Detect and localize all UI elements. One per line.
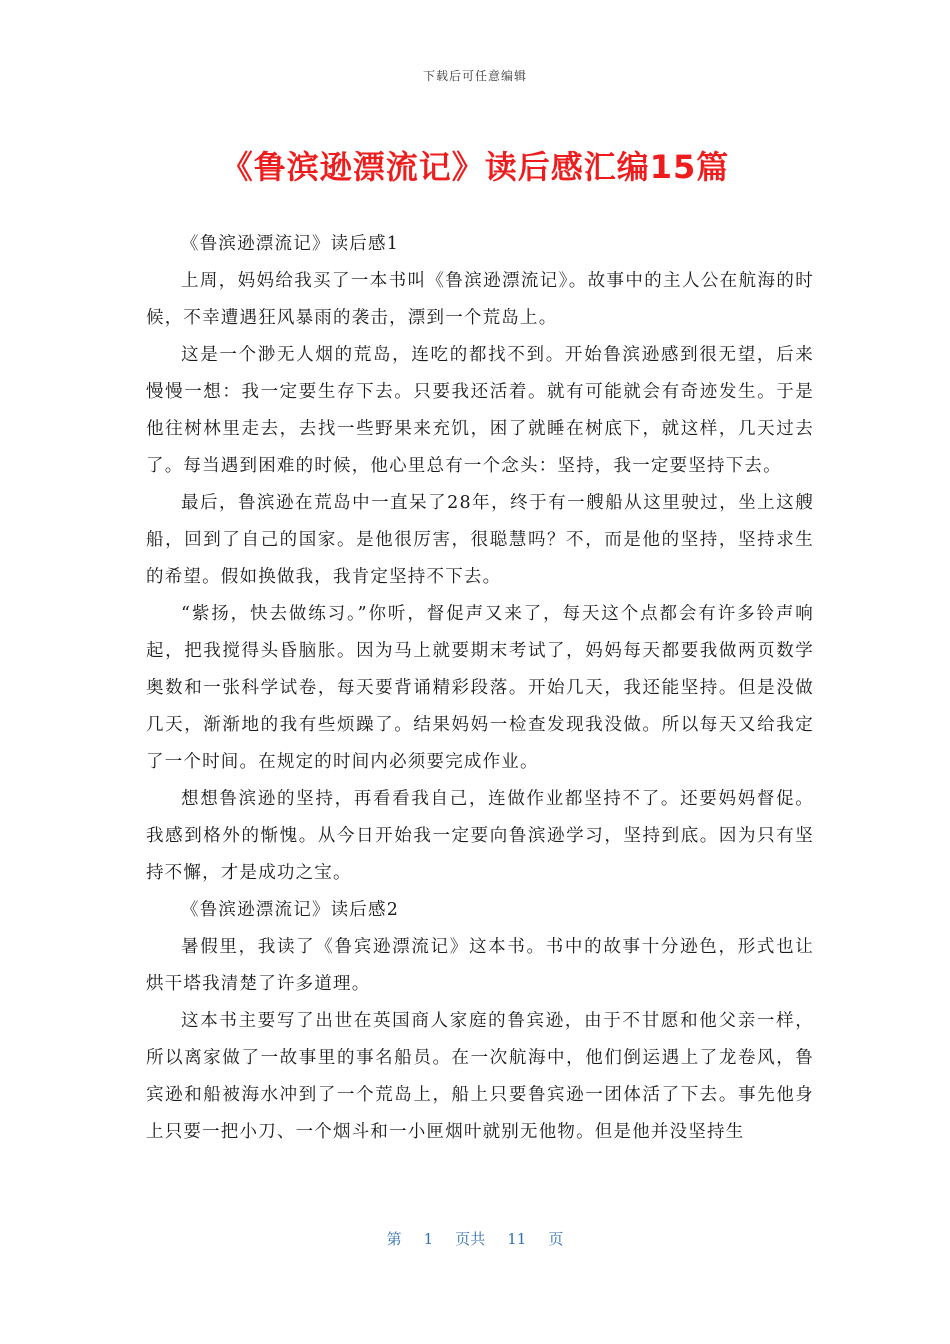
page-footer (0, 1228, 950, 1249)
footer-total-label: 页共 (455, 1230, 486, 1248)
document-title: 《鲁滨逊漂流记》读后感汇编15篇 (220, 148, 730, 186)
header-note: 下载后可任意编辑 (422, 69, 527, 83)
paragraph: 最后，鲁滨逊在荒岛中一直呆了28年，终于有一艘船从这里驶过，坐上这艘船，回到了自己的国家。是他很厉害，很聪慧吗？不，而是他的坚持，坚持求生的希望。假如换做我，我肯定坚持不下去。 (146, 493, 814, 587)
paragraph: “紫扬，快去做练习。”你听，督促声又来了，每天这个点都会有许多铃声响起，把我搅得头昏脑胀。因为马上就要期末考试了，妈妈每天都要我做两页数学奥数和一张科学试卷，每天要背诵精彩段落。开始几天，我还能坚持。但是没做几天，渐渐地的我有些烦躁了。结果妈妈一检查发现我没做。所以每天又给我定了一个时间。在规定的时间内必须要完成作业。 (146, 604, 814, 772)
footer-total-pages: 11 (507, 1230, 527, 1248)
paragraph: 想想鲁滨逊的坚持，再看看我自己，连做作业都坚持不了。还要妈妈督促。我感到格外的惭愧。从今日开始我一定要向鲁滨逊学习，坚持到底。因为只有坚持不懈，才是成功之宝。 (146, 789, 814, 883)
section-heading-2: 《鲁滨逊漂流记》读后感2 (181, 900, 400, 920)
document-body (146, 226, 814, 1151)
paragraph: 这本书主要写了出世在英国商人家庭的鲁宾逊，由于不甘愿和他父亲一样，所以离家做了一故事里的事名船员。在一次航海中，他们倒运遇上了龙卷风，鲁宾逊和船被海水冲到了一个荒岛上，船上只要鲁宾逊一团体活了下去。事先他身上只要一把小刀、一个烟斗和一小匣烟叶就别无他物。但是他并没坚持生 (146, 1011, 814, 1142)
footer-page-number: 1 (423, 1230, 434, 1248)
paragraph: 暑假里，我读了《鲁宾逊漂流记》这本书。书中的故事十分逊色，形式也让烘干塔我清楚了许多道理。 (146, 937, 814, 994)
section-heading-1: 《鲁滨逊漂流记》读后感1 (181, 234, 400, 254)
footer-page-suffix: 页 (548, 1230, 564, 1248)
footer-page-label: 第 (386, 1230, 402, 1248)
paragraph: 上周，妈妈给我买了一本书叫《鲁滨逊漂流记》。故事中的主人公在航海的时候，不幸遭遇狂风暴雨的袭击，漂到一个荒岛上。 (146, 271, 814, 328)
paragraph: 这是一个渺无人烟的荒岛，连吃的都找不到。开始鲁滨逊感到很无望，后来慢慢一想：我一定要生存下去。只要我还活着。就有可能就会有奇迹发生。于是他往树林里走去，去找一些野果来充饥，困了就睡在树底下，就这样，几天过去了。每当遇到困难的时候，他心里总有一个念头：坚持，我一定要坚持下去。 (146, 345, 814, 476)
